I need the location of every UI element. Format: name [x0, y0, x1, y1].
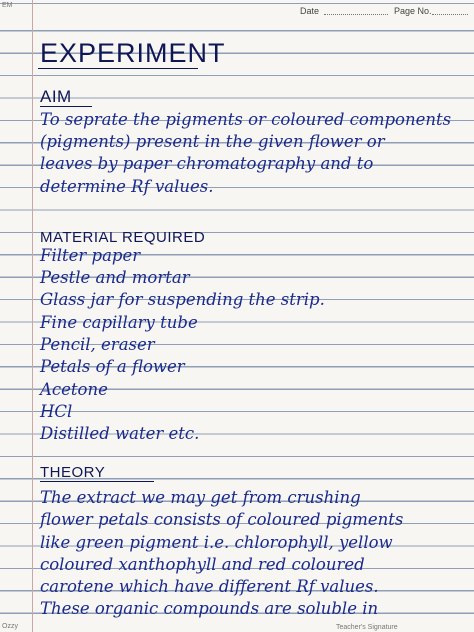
aim-line: (pigments) present in the given flower or: [40, 132, 385, 151]
corner-mark-top-left: EM: [2, 2, 13, 9]
date-label: Date: [300, 6, 320, 16]
teacher-signature-label: Teacher's Signature: [336, 624, 398, 631]
aim-line: leaves by paper chromatography and to: [40, 154, 374, 173]
material-item: Pencil, eraser: [40, 335, 155, 354]
theory-heading: THEORY: [40, 464, 106, 481]
material-heading: MATERIAL REQUIRED: [40, 229, 206, 246]
aim-line: determine Rf values.: [40, 177, 214, 196]
margin-line: [32, 0, 33, 632]
theory-line: carotene which have different Rf values.: [40, 577, 379, 596]
page-title: EXPERIMENT: [40, 38, 226, 68]
material-item: Fine capillary tube: [40, 313, 198, 332]
theory-line: The extract we may get from crushing: [40, 488, 361, 507]
aim-underline: [40, 106, 92, 107]
page-number-label: Page No.: [394, 6, 432, 16]
material-item: HCl: [40, 402, 73, 421]
theory-line: These organic compounds are soluble in: [40, 599, 379, 618]
corner-mark-bottom-left: Ozzy: [2, 623, 18, 630]
theory-line: like green pigment i.e. chlorophyll, yellow: [40, 533, 393, 552]
theory-underline: [40, 481, 154, 482]
theory-line: coloured xanthophyll and red coloured: [40, 555, 365, 574]
aim-line: To seprate the pigments or coloured components: [40, 110, 452, 129]
material-item: Glass jar for suspending the strip.: [40, 290, 325, 309]
material-item: Petals of a flower: [40, 357, 185, 376]
page-number-field-line: [432, 14, 468, 15]
theory-line: flower petals consists of coloured pigments: [40, 510, 404, 529]
material-item: Acetone: [40, 380, 108, 399]
material-item: Distilled water etc.: [40, 424, 200, 443]
material-item: Filter paper: [40, 246, 141, 265]
material-item: Pestle and mortar: [40, 268, 190, 287]
date-field-line: [324, 14, 388, 15]
title-underline: [38, 68, 198, 69]
aim-heading: AIM: [40, 87, 72, 106]
